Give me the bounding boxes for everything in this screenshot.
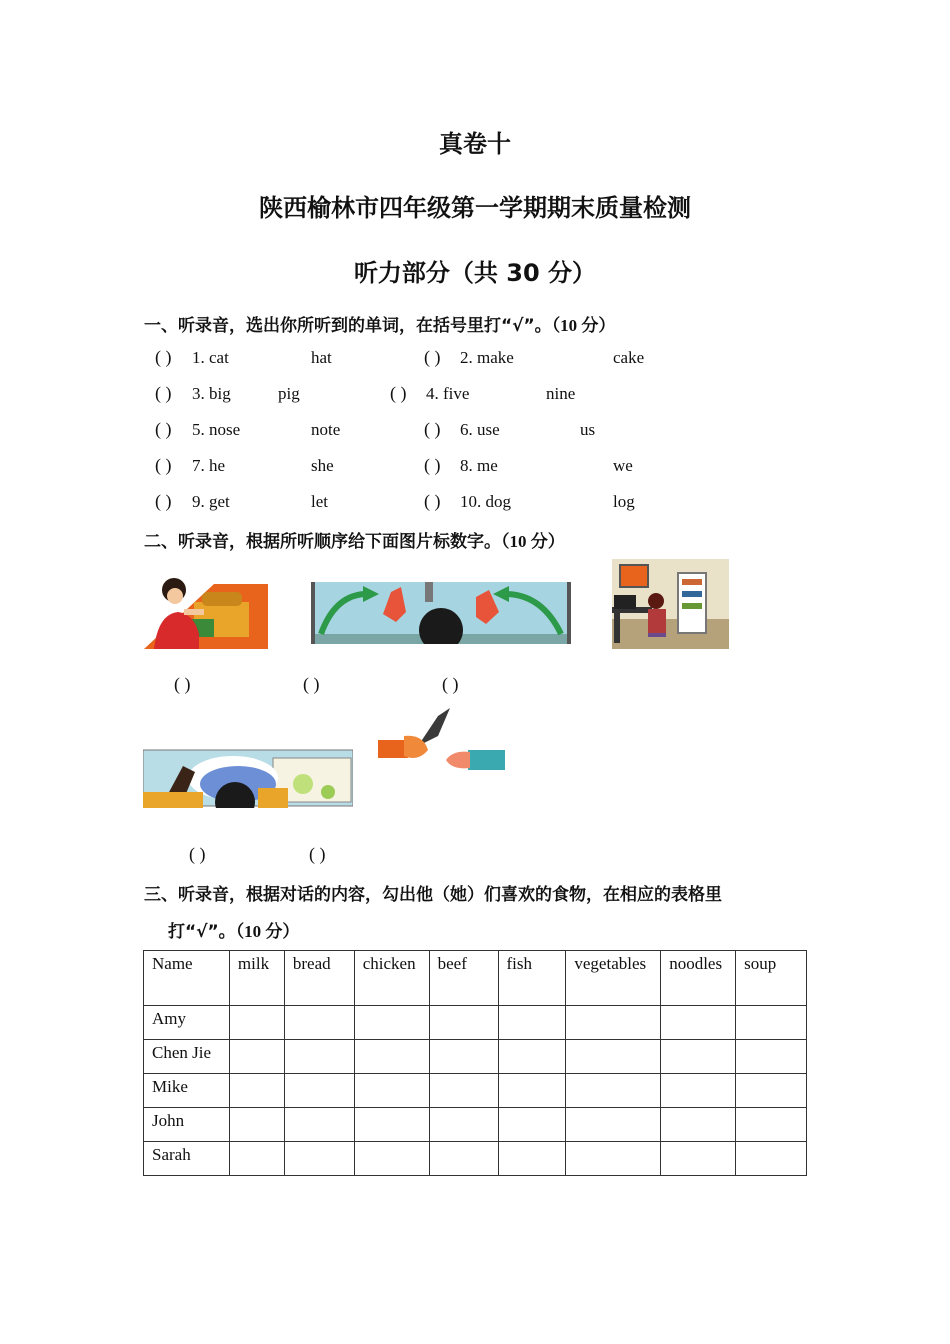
picture-5-paren[interactable]: ( ) xyxy=(309,844,326,864)
answer-cell[interactable] xyxy=(736,1006,807,1040)
answer-cell[interactable] xyxy=(498,1108,566,1142)
column-header: bread xyxy=(284,951,354,1006)
answer-cell[interactable] xyxy=(429,1006,498,1040)
answer-paren-8[interactable]: ( ) xyxy=(424,455,441,475)
answer-paren-7[interactable]: ( ) xyxy=(155,455,172,475)
section2-score: （10 分） xyxy=(501,532,565,551)
table-row xyxy=(144,1108,807,1142)
item-4-word: 4. five xyxy=(426,384,470,403)
section3-heading-line1: 三、听录音，根据对话的内容，勾出他（她）们喜欢的食物，在相应的表格里 xyxy=(144,885,722,905)
column-header: chicken xyxy=(354,951,429,1006)
picture-cleaning-board xyxy=(143,744,353,808)
section1-heading-text: 一、听录音，选出你所听到的单词，在括号里打“√”。 xyxy=(144,316,552,336)
item-1-word: 1. cat xyxy=(192,348,229,367)
item-5-word: 5. nose xyxy=(192,420,241,439)
answer-cell[interactable] xyxy=(429,1142,498,1176)
answer-cell[interactable] xyxy=(284,1074,354,1108)
answer-cell[interactable] xyxy=(354,1040,429,1074)
answer-cell[interactable] xyxy=(498,1142,566,1176)
table-row xyxy=(144,1074,807,1108)
table-header-row xyxy=(144,951,807,1006)
answer-cell[interactable] xyxy=(429,1108,498,1142)
answer-cell[interactable] xyxy=(429,1040,498,1074)
picture-4-paren[interactable]: ( ) xyxy=(189,844,206,864)
item-6-word: 6. use xyxy=(460,420,500,439)
item-6-alt: us xyxy=(580,420,596,439)
answer-cell[interactable] xyxy=(498,1074,566,1108)
answer-cell[interactable] xyxy=(736,1108,807,1142)
item-10-word: 10. dog xyxy=(460,492,511,511)
section3-heading-line2 xyxy=(168,917,299,942)
answer-cell[interactable] xyxy=(354,1108,429,1142)
table-row xyxy=(144,1142,807,1176)
answer-cell[interactable] xyxy=(566,1074,661,1108)
row-name: John xyxy=(144,1108,230,1142)
answer-cell[interactable] xyxy=(354,1142,429,1176)
item-4-alt: nine xyxy=(546,384,576,403)
answer-cell[interactable] xyxy=(229,1074,284,1108)
item-2-alt: cake xyxy=(613,348,645,367)
picture-room-computer xyxy=(612,559,729,649)
answer-cell[interactable] xyxy=(736,1142,807,1176)
column-header: beef xyxy=(429,951,498,1006)
item-2-word: 2. make xyxy=(460,348,514,367)
picture-3-paren[interactable]: ( ) xyxy=(442,674,459,694)
picture-hands-window xyxy=(311,582,571,644)
answer-cell[interactable] xyxy=(229,1108,284,1142)
table-row xyxy=(144,1006,807,1040)
answer-cell[interactable] xyxy=(229,1040,284,1074)
picture-2-paren[interactable]: ( ) xyxy=(303,674,320,694)
answer-cell[interactable] xyxy=(284,1006,354,1040)
part-title: 听力部分（共 30 分） xyxy=(353,259,597,287)
picture-1-paren[interactable]: ( ) xyxy=(174,674,191,694)
answer-cell[interactable] xyxy=(661,1142,736,1176)
picture-girl-schoolbag xyxy=(144,574,268,649)
answer-cell[interactable] xyxy=(566,1142,661,1176)
answer-cell[interactable] xyxy=(566,1108,661,1142)
answer-cell[interactable] xyxy=(429,1074,498,1108)
answer-paren-2[interactable]: ( ) xyxy=(424,347,441,367)
answer-paren-3[interactable]: ( ) xyxy=(155,383,172,403)
item-9-alt: let xyxy=(311,492,328,511)
item-8-alt: we xyxy=(613,456,633,475)
answer-cell[interactable] xyxy=(661,1108,736,1142)
answer-cell[interactable] xyxy=(736,1074,807,1108)
row-name: Sarah xyxy=(144,1142,230,1176)
section1-heading xyxy=(144,311,615,336)
answer-paren-9[interactable]: ( ) xyxy=(155,491,172,511)
answer-cell[interactable] xyxy=(498,1006,566,1040)
answer-cell[interactable] xyxy=(661,1074,736,1108)
answer-cell[interactable] xyxy=(284,1108,354,1142)
picture-hands-knife xyxy=(378,706,505,786)
item-7-alt: she xyxy=(311,456,334,475)
item-3-word: 3. big xyxy=(192,384,231,403)
answer-paren-10[interactable]: ( ) xyxy=(424,491,441,511)
answer-cell[interactable] xyxy=(498,1040,566,1074)
answer-cell[interactable] xyxy=(661,1040,736,1074)
item-10-alt: log xyxy=(613,492,635,511)
row-name: Chen Jie xyxy=(144,1040,230,1074)
answer-cell[interactable] xyxy=(284,1040,354,1074)
exam-subtitle: 陕西榆林市四年级第一学期期末质量检测 xyxy=(259,194,691,222)
section1-score: （10 分） xyxy=(551,316,616,335)
section2-heading xyxy=(144,527,565,552)
answer-cell[interactable] xyxy=(229,1006,284,1040)
answer-cell[interactable] xyxy=(229,1142,284,1176)
column-header: soup xyxy=(736,951,807,1006)
item-3-alt: pig xyxy=(278,384,300,403)
answer-cell[interactable] xyxy=(661,1006,736,1040)
answer-paren-6[interactable]: ( ) xyxy=(424,419,441,439)
column-header: noodles xyxy=(661,951,736,1006)
item-9-word: 9. get xyxy=(192,492,230,511)
column-header: fish xyxy=(498,951,566,1006)
column-header: vegetables xyxy=(566,951,661,1006)
answer-cell[interactable] xyxy=(284,1142,354,1176)
section2-heading-text: 二、听录音，根据所听顺序给下面图片标数字。 xyxy=(144,532,501,552)
answer-cell[interactable] xyxy=(566,1006,661,1040)
exam-title: 真卷十 xyxy=(439,130,511,158)
item-7-word: 7. he xyxy=(192,456,226,475)
answer-cell[interactable] xyxy=(736,1040,807,1074)
answer-cell[interactable] xyxy=(354,1074,429,1108)
answer-paren-1[interactable]: ( ) xyxy=(155,347,172,367)
section3-score: （10 分） xyxy=(235,922,300,941)
answer-paren-4[interactable]: ( ) xyxy=(390,383,407,403)
item-1-alt: hat xyxy=(311,348,332,367)
section3-heading-text: 打“√”。 xyxy=(168,922,236,942)
answer-cell[interactable] xyxy=(566,1040,661,1074)
column-header: milk xyxy=(229,951,284,1006)
item-8-word: 8. me xyxy=(460,456,498,475)
answer-paren-5[interactable]: ( ) xyxy=(155,419,172,439)
food-preference-table xyxy=(143,950,807,1176)
table-row xyxy=(144,1040,807,1074)
column-header: Name xyxy=(144,951,230,1006)
row-name: Amy xyxy=(144,1006,230,1040)
item-5-alt: note xyxy=(311,420,341,439)
row-name: Mike xyxy=(144,1074,230,1108)
answer-cell[interactable] xyxy=(354,1006,429,1040)
